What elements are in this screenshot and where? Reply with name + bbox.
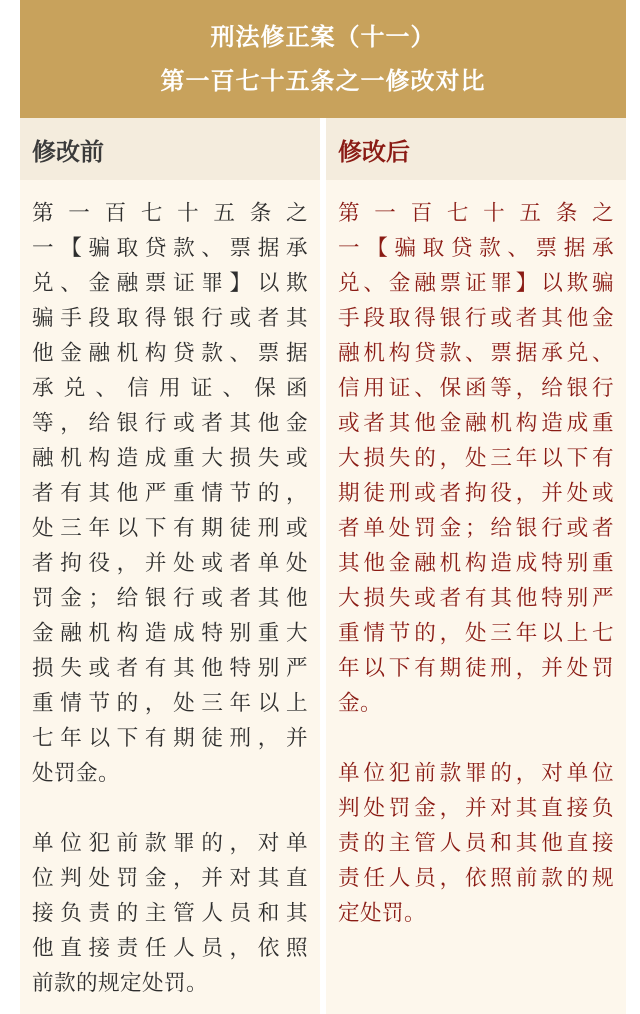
text-line: 第一百七十五条之 [338, 201, 614, 226]
text-line: 等，给银行或者其他金 [32, 411, 308, 436]
comparison-table [20, 0, 626, 1014]
text-line: 兑、金融票证罪】以欺骗 [338, 271, 614, 296]
text-line: 责任人员，依照前款的规 [338, 866, 614, 891]
before-body [20, 180, 320, 1001]
text-line: 信用证、保函等，给银行 [338, 376, 614, 401]
text-line: 其他金融机构造成特别重 [338, 551, 614, 576]
text-line: 单位犯前款罪的，对单 [32, 831, 308, 856]
text-line: 大损失或者有其他特别严 [338, 586, 614, 611]
text-line: 重情节的，处三年以上七 [338, 621, 614, 646]
text-line: 融机构贷款、票据承兑、 [338, 341, 614, 366]
text-line: 或者其他金融机构造成重 [338, 411, 614, 436]
before-paragraph-1 [32, 196, 308, 791]
text-line: 一【骗取贷款、票据承 [338, 236, 614, 261]
text-line: 单位犯前款罪的，对单位 [338, 761, 614, 786]
text-line: 金融机构造成特别重大 [32, 621, 308, 646]
after-heading: 修改后 [326, 118, 626, 180]
text-line: 他金融机构贷款、票据 [32, 341, 308, 366]
table-title: 刑法修正案（十一） [210, 23, 436, 51]
text-line: 融机构造成重大损失或 [32, 446, 308, 471]
text-line: 前款的规定处罚。 [32, 971, 208, 996]
text-line: 责的主管人员和其他直接 [338, 831, 614, 856]
text-line: 承兑、信用证、保函 [32, 376, 308, 401]
column-divider [320, 118, 326, 1014]
text-line: 他直接责任人员，依照 [32, 936, 308, 961]
text-line: 骗手段取得银行或者其 [32, 306, 308, 331]
after-body [326, 180, 626, 931]
text-line: 损失或者有其他特别严 [32, 656, 308, 681]
text-line: 期徒刑或者拘役，并处或 [338, 481, 614, 506]
text-line: 接负责的主管人员和其 [32, 901, 308, 926]
text-line: 七年以下有期徒刑，并 [32, 726, 308, 751]
text-line: 罚金；给银行或者其他 [32, 586, 308, 611]
text-line: 金。 [338, 691, 382, 716]
text-line: 大损失的，处三年以下有 [338, 446, 614, 471]
text-line: 位判处罚金，并对其直 [32, 866, 308, 891]
table-subtitle: 第一百七十五条之一修改对比 [160, 67, 486, 95]
text-line: 者单处罚金；给银行或者 [338, 516, 614, 541]
text-line: 者有其他严重情节的， [32, 481, 308, 506]
text-line: 者拘役，并处或者单处 [32, 551, 308, 576]
text-line: 处三年以下有期徒刑或 [32, 516, 308, 541]
before-column [20, 118, 320, 1014]
text-line: 兑、金融票证罪】以欺 [32, 271, 308, 296]
text-line: 定处罚。 [338, 901, 426, 926]
after-paragraph-1 [338, 196, 614, 721]
table-header [20, 0, 626, 118]
text-line: 手段取得银行或者其他金 [338, 306, 614, 331]
text-line: 处罚金。 [32, 761, 120, 786]
text-line: 年以下有期徒刑，并处罚 [338, 656, 614, 681]
before-paragraph-2 [32, 826, 308, 1001]
after-paragraph-2 [338, 756, 614, 931]
before-heading: 修改前 [20, 118, 320, 180]
text-line: 第一百七十五条之 [32, 201, 308, 226]
text-line: 判处罚金，并对其直接负 [338, 796, 614, 821]
text-line: 重情节的，处三年以上 [32, 691, 308, 716]
text-line: 一【骗取贷款、票据承 [32, 236, 308, 261]
after-column [326, 118, 626, 1014]
